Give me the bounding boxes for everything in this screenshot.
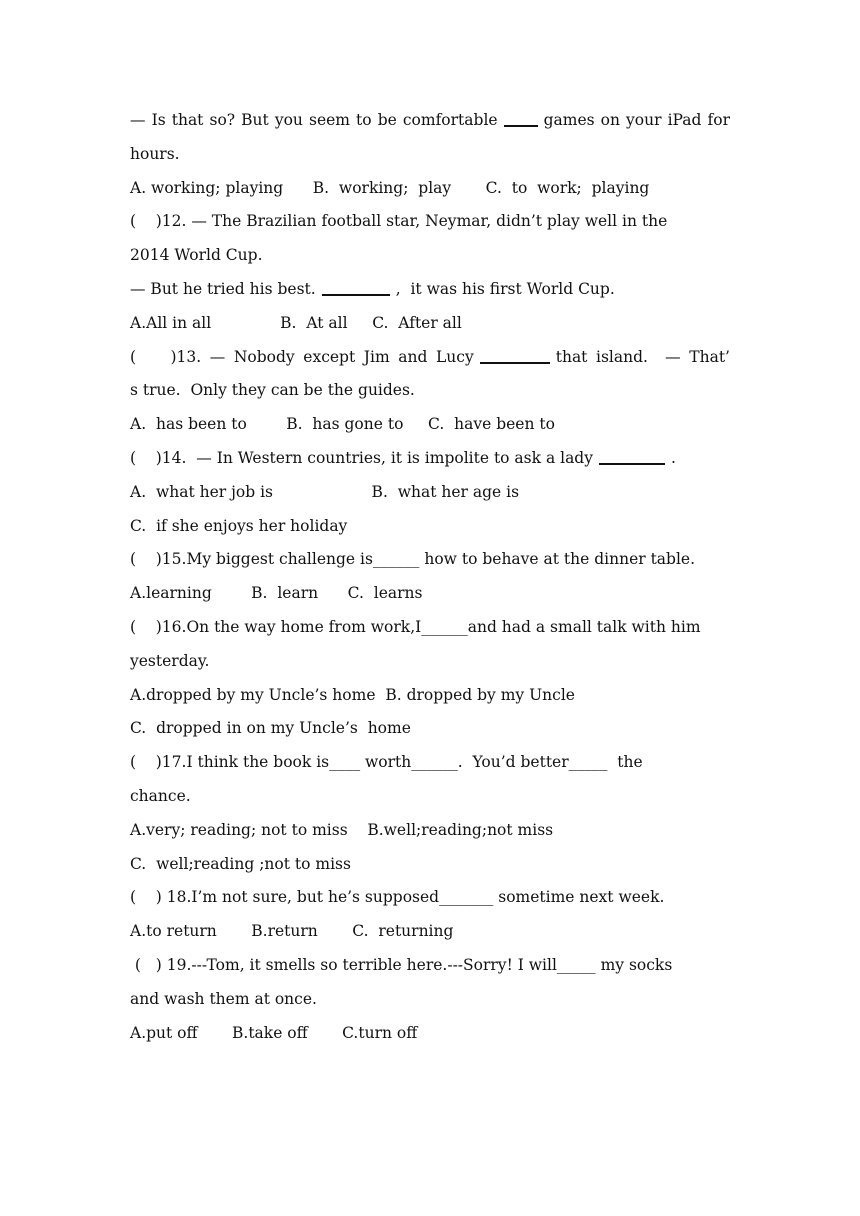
answer-blank (599, 443, 665, 465)
text-segment: . (671, 448, 676, 467)
question-16-stem-line-1: ( )16.On the way home from work,I______and had a small talk with him (130, 617, 701, 636)
question-16-stem-line-2: yesterday. (130, 651, 210, 670)
question-11-stem-line-1 (130, 104, 730, 138)
answer-blank (480, 342, 550, 364)
question-15-stem: ( )15.My biggest challenge is______ how to behave at the dinner table. (130, 550, 696, 569)
question-18-stem: ( ) 18.I’m not sure, but he’s supposed_______ sometime next week. (130, 888, 665, 907)
question-12-stem-line-2: 2014 World Cup. (130, 246, 263, 265)
question-19-stem-line-2: and wash them at once. (130, 989, 317, 1008)
question-12-options: A.All in all B. At all C. After all (130, 313, 462, 332)
question-19-stem-line-1: ( ) 19.---Tom, it smells so terrible here.---Sorry! I will_____ my socks (130, 955, 673, 974)
question-16-options-line-2: C. dropped in on my Uncle’s home (130, 719, 411, 738)
text-segment: — Is that so? But you seem to be comfortable (130, 111, 498, 129)
question-13-options: A. has been to B. has gone to C. have been to (130, 415, 555, 434)
question-17-stem-line-1: ( )17.I think the book is____ worth______. You’d better_____ the (130, 753, 643, 772)
question-17-options-line-1: A.very; reading; not to miss B.well;reading;not miss (130, 820, 554, 839)
question-15-options: A.learning B. learn C. learns (130, 584, 423, 603)
question-16-options-line-1: A.dropped by my Uncle’s home B. dropped by my Uncle (130, 685, 575, 704)
text-segment: ( )13. — Nobody except Jim and Lucy (130, 347, 474, 366)
question-14-options-line-2: C. if she enjoys her holiday (130, 516, 348, 535)
text-segment: — But he tried his best. (130, 279, 316, 298)
question-12-stem-line-3 (130, 273, 730, 307)
question-14-options-line-1: A. what her job is B. what her age is (130, 482, 520, 501)
question-13-stem-line-1 (130, 341, 730, 375)
question-12-stem-line-1: ( )12. — The Brazilian football star, Neymar, didn’t play well in the (130, 212, 668, 231)
question-11-options: A. working; playing B. working; play C. to work; playing (130, 178, 650, 197)
question-17-stem-line-2: chance. (130, 786, 191, 805)
answer-blank (322, 274, 390, 296)
question-19-options: A.put off B.take off C.turn off (130, 1023, 418, 1042)
worksheet-page (130, 104, 730, 1050)
text-segment: that island. — That’ (555, 347, 730, 366)
question-18-options: A.to return B.return C. returning (130, 922, 454, 941)
question-14-stem (130, 442, 730, 476)
question-13-stem-line-2: s true. Only they can be the guides. (130, 381, 415, 400)
text-segment: games on your iPad for (543, 111, 730, 129)
text-segment: , it was his first World Cup. (395, 279, 615, 298)
text-segment: ( )14. — In Western countries, it is impolite to ask a lady (130, 448, 593, 467)
answer-blank (504, 105, 538, 127)
question-11-stem-line-2: hours. (130, 144, 180, 163)
question-17-options-line-2: C. well;reading ;not to miss (130, 854, 351, 873)
